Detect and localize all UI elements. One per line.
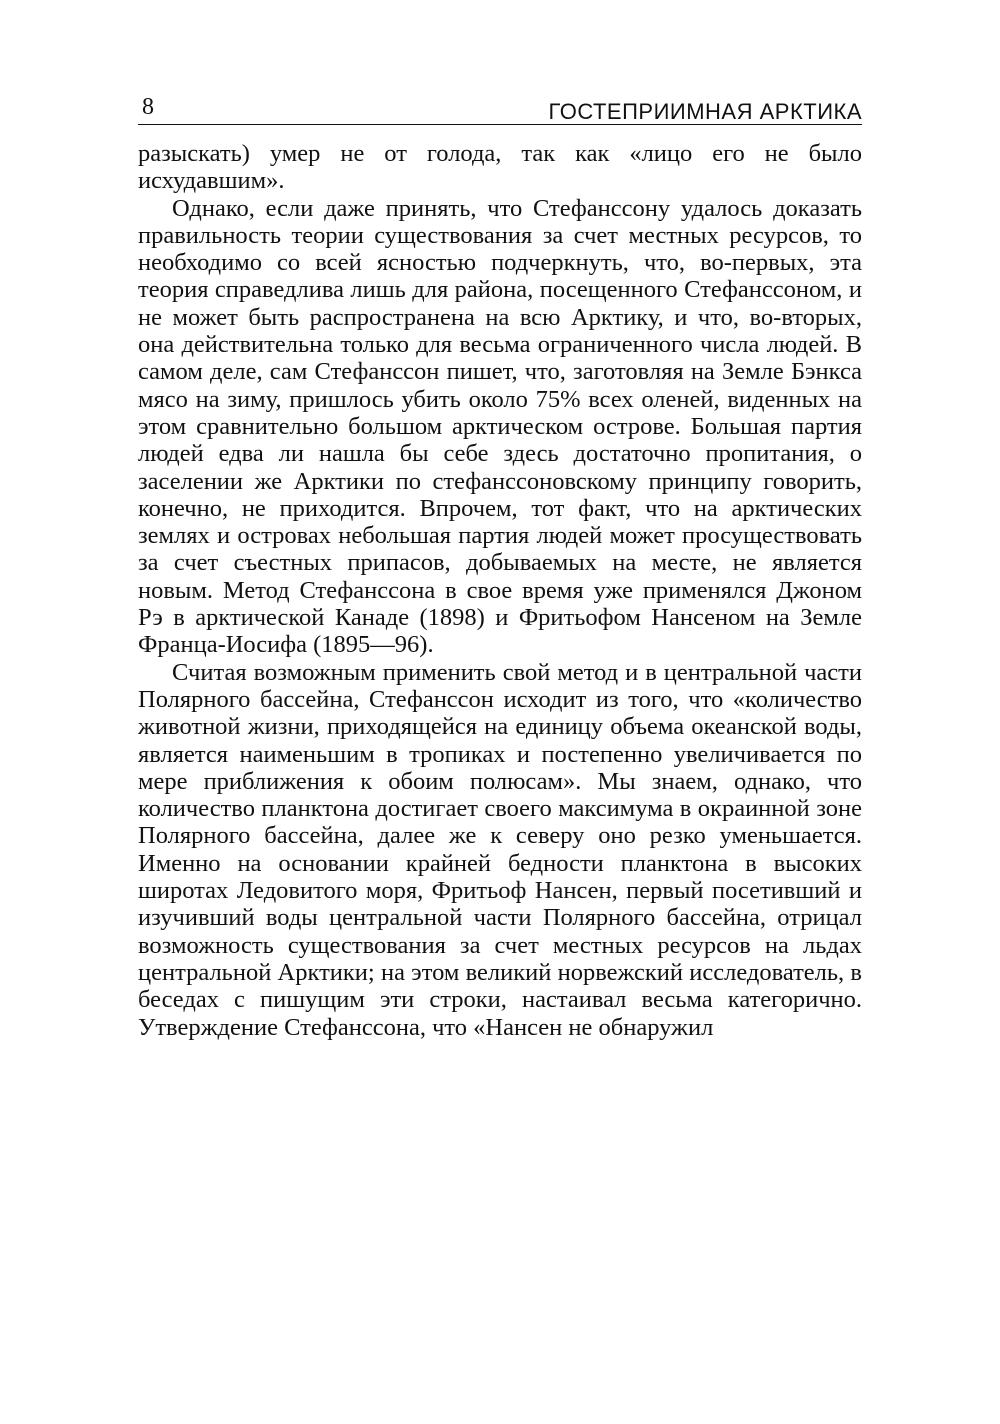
header-rule bbox=[138, 124, 862, 125]
page-number: 8 bbox=[142, 94, 154, 120]
body-text bbox=[138, 140, 862, 1041]
book-page bbox=[138, 92, 862, 1041]
paragraph-continuation: разыскать) умер не от голода, так как «лицо его не было исхудавшим». bbox=[138, 140, 862, 195]
running-header bbox=[138, 92, 862, 126]
paragraph-polar-basin: Считая возможным применить свой метод и в центральной части Полярного бассейна, Стефанссон исходит из того, что «количество животной жизни, приходящейся на единицу объема океанской воды, является наименьшим в тропиках и постепенно увеличивается по мере приближения к обоим полюсам». Мы знаем, однако, что количество планктона достигает своего максимума в окраинной зоне Полярного бассейна, далее же к северу оно резко уменьшается. Именно на основании крайней бедности планктона в высоких широтах Ледовитого моря, Фритьоф Нансен, первый посетивший и изучивший воды центральной части Полярного бассейна, отрицал возможность существования за счет местных ресурсов на льдах центральной Арктики; на этом великий норвежский исследователь, в беседах с пишущим эти строки, настаивал весьма категорично. Утверждение Стефанссона, что «Нансен не обнаружил bbox=[138, 658, 862, 1041]
running-title: ГОСТЕПРИИМНАЯ АРКТИКА bbox=[548, 99, 862, 124]
paragraph-stefansson-theory: Однако, если даже принять, что Стефанссону удалось доказать правильность теории существования за счет местных ресурсов, то необходимо со всей ясностью подчеркнуть, что, во-первых, эта теория справедлива лишь для района, посещенного Стефанссоном, и не может быть распространена на всю Арктику, и что, во-вторых, она действительна только для весьма ограниченного числа людей. В самом деле, сам Стефанссон пишет, что, заготовляя на Земле Бэнкса мясо на зиму, пришлось убить около 75% всех оленей, виденных на этом сравнительно большом арктическом острове. Большая партия людей едва ли нашла бы себе здесь достаточно пропитания, о заселении же Арктики по стефанссоновскому принципу говорить, конечно, не приходится. Впрочем, тот факт, что на арктических землях и островах небольшая партия людей может просуществовать за счет съестных припасов, добываемых на месте, не является новым. Метод Стефанссона в свое время уже применялся Джоном Рэ в арктической Канаде (1898) и Фритьофом Нансеном на Земле Франца-Иосифа (1895—96). bbox=[138, 194, 862, 659]
